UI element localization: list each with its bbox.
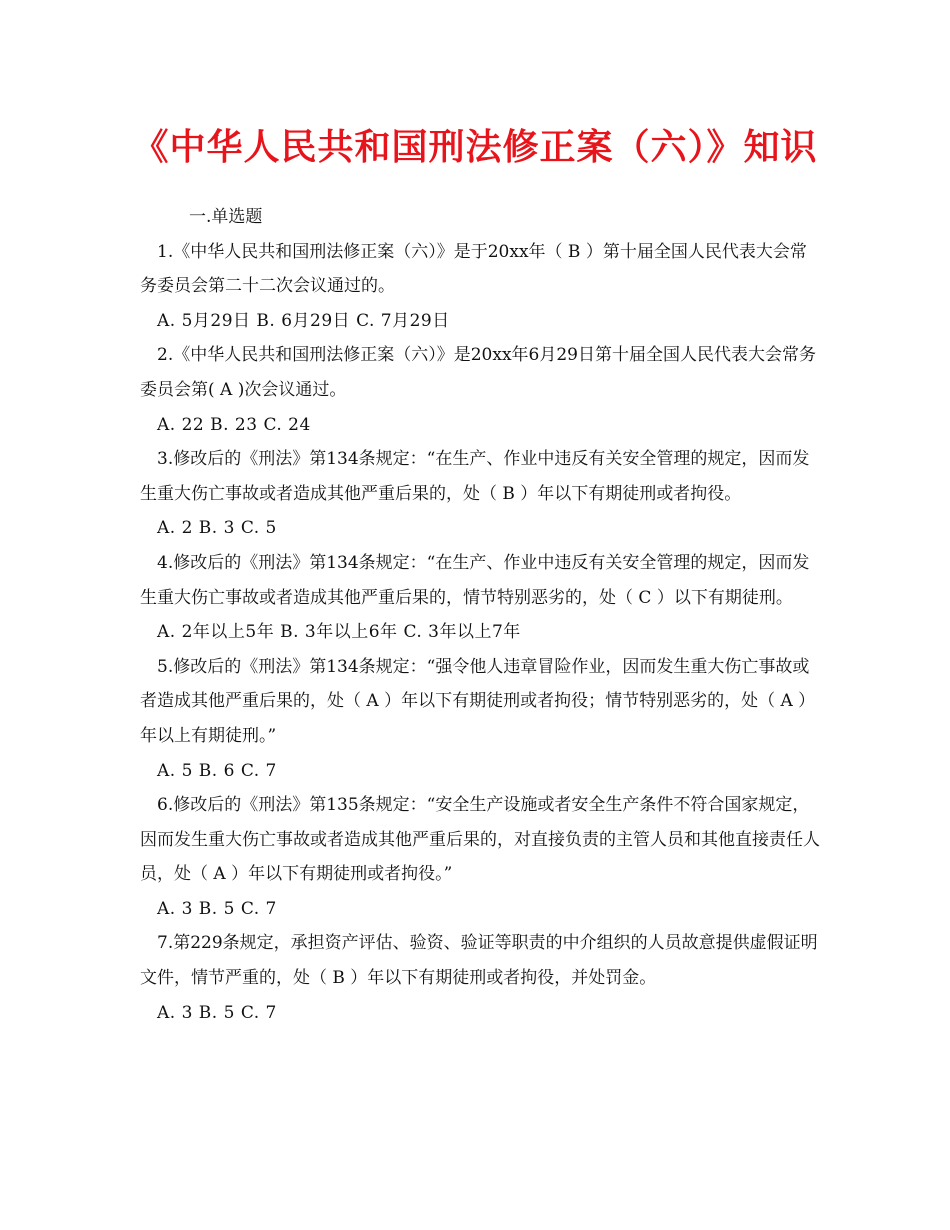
page-title: 《中华人民共和国刑法修正案（六）》知识 <box>132 127 818 168</box>
question-5-text: 5.修改后的《刑法》第134条规定：“强令他人违章冒险作业，因而发生重大伤亡事故或者造成其他严重后果的，处（ A ）年以下有期徒刑或者拘役；情节特别恶劣的，处（ A ）年以上有期徒刑。” <box>140 656 816 746</box>
question-7-options: A. 3 B. 5 C. 7 <box>157 1002 277 1023</box>
section-heading: 一.单选题 <box>189 207 263 227</box>
document-body <box>140 200 820 1030</box>
question-5-options: A. 5 B. 6 C. 7 <box>157 760 277 781</box>
question-7-text: 7.第229条规定，承担资产评估、验资、验证等职责的中介组织的人员故意提供虚假证明文件，情节严重的，处（ B ）年以下有期徒刑或者拘役，并处罚金。 <box>140 933 818 989</box>
question-6-options: A. 3 B. 5 C. 7 <box>157 898 277 919</box>
question-2-text: 2.《中华人民共和国刑法修正案（六）》是20xx年6月29日第十届全国人民代表大会常务委员会第( A )次会议通过。 <box>140 345 816 400</box>
question-1-text: 1.《中华人民共和国刑法修正案（六）》是于20xx年（ B ）第十届全国人民代表大会常务委员会第二十二次会议通过的。 <box>140 241 807 297</box>
question-3-text: 3.修改后的《刑法》第134条规定：“在生产、作业中违反有关安全管理的规定，因而发生重大伤亡事故或者造成其他严重后果的，处（ B ）年以下有期徒刑或者拘役。 <box>140 449 810 504</box>
question-4-text: 4.修改后的《刑法》第134条规定：“在生产、作业中违反有关安全管理的规定，因而发生重大伤亡事故或者造成其他严重后果的，情节特别恶劣的，处（ C ）以下有期徒刑。 <box>140 552 810 608</box>
question-1-options: A. 5月29日 B. 6月29日 C. 7月29日 <box>157 310 450 331</box>
question-2-options: A. 22 B. 23 C. 24 <box>157 414 311 435</box>
question-3-options: A. 2 B. 3 C. 5 <box>157 518 277 539</box>
question-6-text: 6.修改后的《刑法》第135条规定：“安全生产设施或者安全生产条件不符合国家规定，因而发生重大伤亡事故或者造成其他严重后果的，对直接负责的主管人员和其他直接责任人员，处（ A ）年以下有期徒刑或者拘役。” <box>140 795 820 885</box>
question-4-options: A. 2年以上5年 B. 3年以上6年 C. 3年以上7年 <box>157 622 521 643</box>
